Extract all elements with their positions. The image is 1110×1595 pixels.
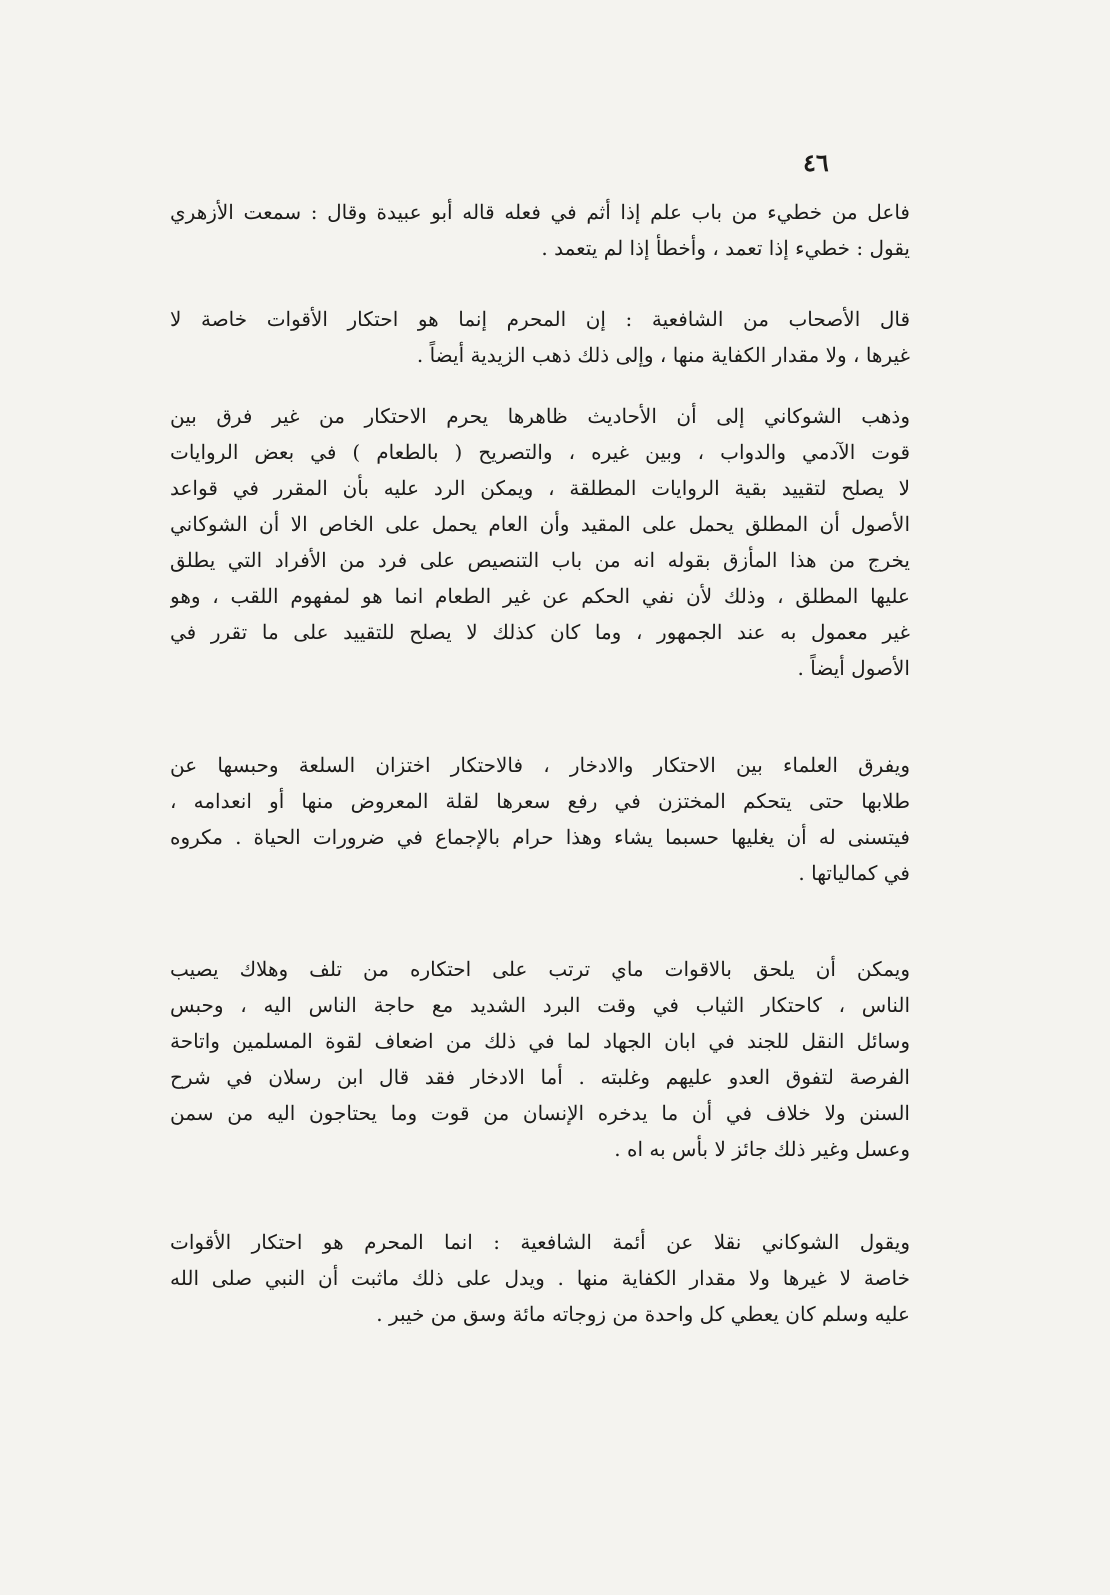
page-number: ٤٦: [803, 148, 829, 177]
paragraph-line: لا يصلح لتقييد بقية الروايات المطلقة ، ويمكن الرد عليه بأن المقرر في قواعد: [170, 476, 910, 500]
paragraph-3: [170, 398, 910, 686]
paragraph-line: عليها المطلق ، وذلك لأن نفي الحكم عن غير الطعام انما هو لمفهوم اللقب ، وهو: [170, 584, 910, 608]
paragraph-line: غيرها ، ولا مقدار الكفاية منها ، وإلى ذلك ذهب الزيدية أيضاً .: [416, 343, 910, 367]
paragraph-line: قال الأصحاب من الشافعية : إن المحرم إنما هو احتكار الأقوات خاصة لا: [170, 307, 910, 331]
paragraph-line: وسائل النقل للجند في ابان الجهاد لما في ذلك من اضعاف لقوة المسلمين واتاحة: [170, 1029, 910, 1053]
paragraph-line: في كمالياتها .: [798, 861, 910, 885]
paragraph-6: [170, 1224, 910, 1332]
paragraph-line: يقول : خطيء إذا تعمد ، وأخطأ إذا لم يتعمد .: [541, 236, 910, 260]
paragraph-2: [170, 301, 910, 373]
paragraph-line: السنن ولا خلاف في أن ما يدخره الإنسان من قوت وما يحتاجون اليه من سمن: [170, 1101, 910, 1125]
paragraph-1: [170, 194, 910, 266]
paragraph-line: الفرصة لتفوق العدو عليهم وغلبته . أما الادخار فقد قال ابن رسلان في شرح: [170, 1065, 910, 1089]
paragraph-line: عليه وسلم كان يعطي كل واحدة من زوجاته مائة وسق من خيبر .: [376, 1302, 910, 1326]
paragraph-line: يخرج من هذا المأزق بقوله انه من باب التنصيص على فرد من الأفراد التي يطلق: [170, 548, 910, 572]
paragraph-line: الأصول أن المطلق يحمل على المقيد وأن العام يحمل على الخاص الا أن الشوكاني: [170, 512, 910, 536]
paragraph-line: خاصة لا غيرها ولا مقدار الكفاية منها . ويدل على ذلك ماثبت أن النبي صلى الله: [170, 1266, 910, 1290]
paragraph-line: فيتسنى له أن يغليها حسبما يشاء وهذا حرام بالإجماع في ضرورات الحياة . مكروه: [170, 825, 910, 849]
paragraph-line: قوت الآدمي والدواب ، وبين غيره ، والتصريح ( بالطعام ) في بعض الروايات: [170, 440, 910, 464]
paragraph-line: وذهب الشوكاني إلى أن الأحاديث ظاهرها يحرم الاحتكار من غير فرق بين: [170, 404, 910, 428]
paragraph-line: ويفرق العلماء بين الاحتكار والادخار ، فالاحتكار اختزان السلعة وحبسها عن: [170, 753, 910, 777]
paragraph-line: فاعل من خطيء من باب علم إذا أثم في فعله قاله أبو عبيدة وقال : سمعت الأزهري: [170, 200, 910, 224]
paragraph-line: وعسل وغير ذلك جائز لا بأس به اه .: [614, 1137, 910, 1161]
paragraph-line: الأصول أيضاً .: [797, 656, 910, 680]
paragraph-line: طلابها حتى يتحكم المختزن في رفع سعرها لقلة المعروض منها أو انعدامه ،: [170, 789, 910, 813]
paragraph-line: ويقول الشوكاني نقلا عن أئمة الشافعية : انما المحرم هو احتكار الأقوات: [170, 1230, 910, 1254]
paragraph-line: غير معمول به عند الجمهور ، وما كان كذلك لا يصلح للتقييد على ما تقرر في: [170, 620, 910, 644]
paragraph-line: ويمكن أن يلحق بالاقوات ماي ترتب على احتكاره من تلف وهلاك يصيب: [170, 957, 910, 981]
paragraph-5: [170, 951, 910, 1167]
paragraph-4: [170, 747, 910, 891]
paragraph-line: الناس ، كاحتكار الثياب في وقت البرد الشديد مع حاجة الناس اليه ، وحبس: [170, 993, 910, 1017]
